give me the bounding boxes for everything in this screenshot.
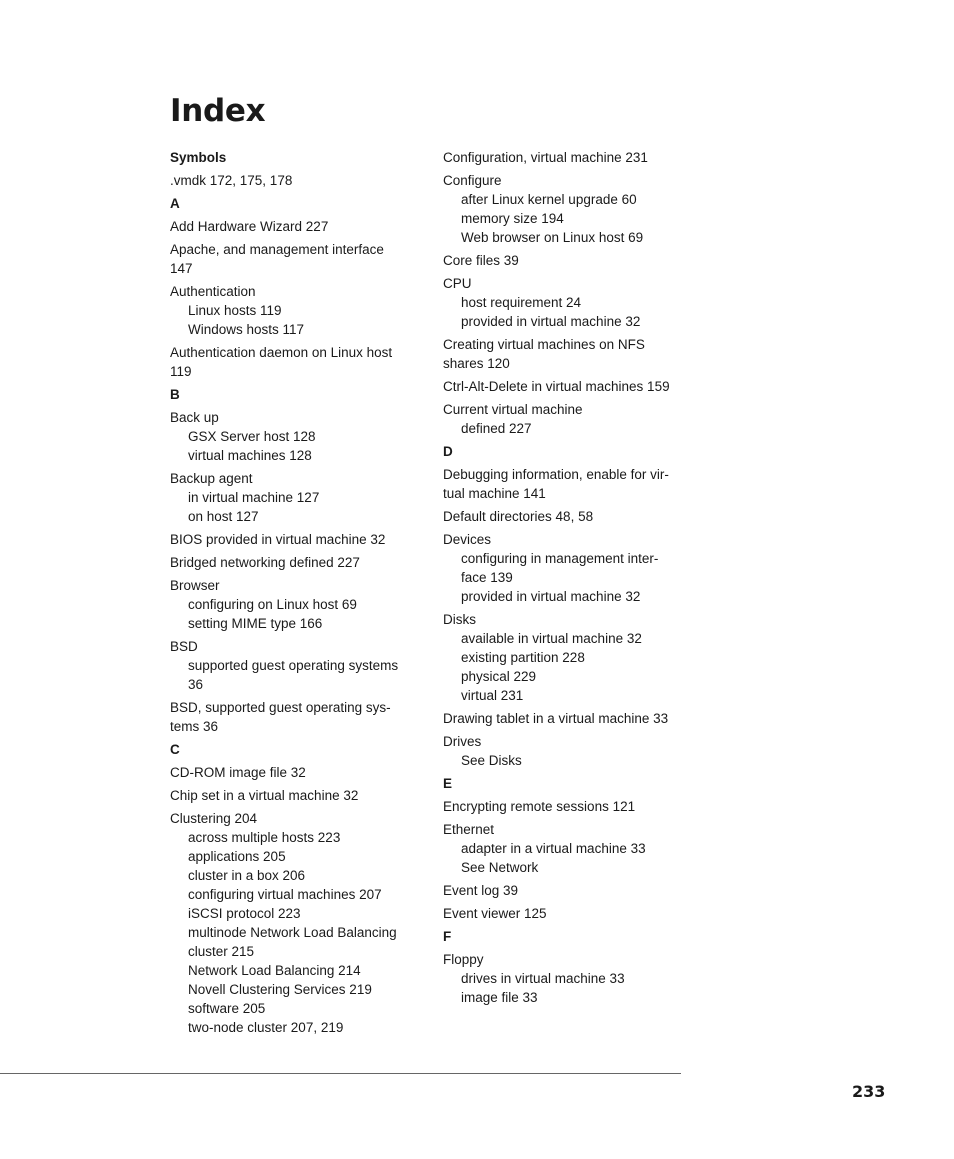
index-entry-text: Debugging information, enable for vir-: [443, 467, 669, 482]
index-subentry-text: virtual machines 128: [188, 448, 312, 463]
index-subentry-text: available in virtual machine 32: [461, 631, 642, 646]
index-entry: [443, 335, 693, 373]
index-subentry-text: supported guest operating systems: [188, 658, 399, 673]
index-entry-text: Back up: [170, 410, 219, 425]
index-entry: [443, 465, 693, 503]
index-subentry-text: Novell Clustering Services 219: [188, 982, 372, 997]
index-entry: [443, 732, 693, 770]
index-subentry-text: virtual 231: [461, 688, 524, 703]
index-subentry-text: multinode Network Load Balancing: [188, 925, 397, 940]
index-subentry-text: cluster in a box 206: [188, 868, 306, 883]
index-entry-text: Disks: [443, 612, 476, 627]
index-letter-heading: C: [170, 742, 180, 757]
index-subentry-text: existing partition 228: [461, 650, 585, 665]
index-subentry-text: image file 33: [461, 990, 538, 1005]
index-subentry-text: software 205: [188, 1001, 266, 1016]
index-entry-text: Devices: [443, 532, 492, 547]
index-entry-text: Authentication daemon on Linux host: [170, 345, 393, 360]
index-entry-text: BSD, supported guest operating sys-: [170, 700, 391, 715]
index-entry-text: Clustering 204: [170, 811, 258, 826]
index-entry: [170, 469, 420, 526]
index-entry: [170, 786, 420, 805]
index-entry-text: .vmdk 172, 175, 178: [170, 173, 293, 188]
index-subentry-text: setting MIME type 166: [188, 616, 323, 631]
index-entry-text: Default directories 48, 58: [443, 509, 594, 524]
index-subentry-text: configuring on Linux host 69: [188, 597, 357, 612]
index-subentry-text: provided in virtual machine 32: [461, 314, 641, 329]
index-entry: [443, 274, 693, 331]
index-entry: [170, 343, 420, 381]
index-subentry-text: memory size 194: [461, 211, 564, 226]
index-entry-text: BIOS provided in virtual machine 32: [170, 532, 386, 547]
index-letter-heading: A: [170, 196, 180, 211]
index-entry: [170, 809, 420, 1037]
index-subentry-text: configuring virtual machines 207: [188, 887, 382, 902]
index-subentry-text: cluster 215: [188, 944, 255, 959]
index-subentry-text: drives in virtual machine 33: [461, 971, 625, 986]
index-entry-text: shares 120: [443, 356, 510, 371]
index-column-right: [443, 148, 693, 1011]
index-entry-text: Authentication: [170, 284, 256, 299]
index-entry-text: Event viewer 125: [443, 906, 547, 921]
index-entry-text: Current virtual machine: [443, 402, 583, 417]
index-entry: [443, 904, 693, 923]
index-entry-text: tems 36: [170, 719, 219, 734]
index-entry-text: Browser: [170, 578, 220, 593]
index-entry: [170, 763, 420, 782]
index-entry: [443, 709, 693, 728]
footer-rule: [0, 1073, 681, 1074]
page-number: 233: [852, 1082, 886, 1101]
index-letter-heading: E: [443, 776, 453, 791]
index-entry: [170, 530, 420, 549]
index-subentry-text: configuring in management inter-: [461, 551, 659, 566]
index-entry-text: Drawing tablet in a virtual machine 33: [443, 711, 669, 726]
index-entry-text: CPU: [443, 276, 472, 291]
index-entry: [170, 240, 420, 278]
index-entry: [170, 698, 420, 736]
index-entry-text: Event log 39: [443, 883, 519, 898]
index-subentry-text: physical 229: [461, 669, 537, 684]
index-entry-text: BSD: [170, 639, 198, 654]
index-subentry-text: on host 127: [188, 509, 259, 524]
index-column-left: [170, 148, 420, 1041]
index-entry-text: Configure: [443, 173, 502, 188]
index-subentry-text: Web browser on Linux host 69: [461, 230, 644, 245]
index-entry: [170, 553, 420, 572]
index-entry: [443, 171, 693, 247]
index-entry-text: Bridged networking defined 227: [170, 555, 360, 570]
index-entry-text: Backup agent: [170, 471, 253, 486]
index-letter-heading: B: [170, 387, 180, 402]
index-entry-text: Ctrl-Alt-Delete in virtual machines 159: [443, 379, 670, 394]
index-subentry-text: GSX Server host 128: [188, 429, 316, 444]
index-subentry-text: after Linux kernel upgrade 60: [461, 192, 637, 207]
index-entry-text: Encrypting remote sessions 121: [443, 799, 636, 814]
index-subentry-text: across multiple hosts 223: [188, 830, 341, 845]
index-entry-text: Core files 39: [443, 253, 519, 268]
index-entry-text: Ethernet: [443, 822, 495, 837]
index-subentry-text: defined 227: [461, 421, 532, 436]
index-letter-heading: D: [443, 444, 453, 459]
index-entry: [170, 282, 420, 339]
index-entry: [170, 171, 420, 190]
index-subentry-text: Linux hosts 119: [188, 303, 282, 318]
index-subentry-text: 36: [188, 677, 204, 692]
index-entry: [443, 820, 693, 877]
index-subentry-text: two-node cluster 207, 219: [188, 1020, 344, 1035]
index-subentry-text: applications 205: [188, 849, 286, 864]
index-subentry-text: Network Load Balancing 214: [188, 963, 361, 978]
index-entry: [170, 217, 420, 236]
index-entry-text: 147: [170, 261, 193, 276]
index-entry: [170, 576, 420, 633]
index-entry-text: 119: [170, 364, 192, 379]
index-entry: [443, 610, 693, 705]
index-subentry-text: Windows hosts 117: [188, 322, 305, 337]
index-letter-heading: F: [443, 929, 452, 944]
index-entry: [443, 881, 693, 900]
index-entry: [443, 251, 693, 270]
index-subentry-text: in virtual machine 127: [188, 490, 320, 505]
index-letter-heading: Symbols: [170, 150, 227, 165]
page-title: Index: [170, 93, 266, 129]
index-entry-text: Creating virtual machines on NFS: [443, 337, 645, 352]
index-entry-text: CD-ROM image file 32: [170, 765, 306, 780]
index-entry-text: Drives: [443, 734, 482, 749]
index-entry-text: Add Hardware Wizard 227: [170, 219, 329, 234]
index-entry-text: Apache, and management interface: [170, 242, 384, 257]
index-entry: [443, 400, 693, 438]
index-entry: [443, 507, 693, 526]
index-entry: [443, 797, 693, 816]
index-subentry-text: adapter in a virtual machine 33: [461, 841, 646, 856]
index-entry: [443, 148, 693, 167]
index-subentry-text: iSCSI protocol 223: [188, 906, 301, 921]
index-subentry-text: See Network: [461, 860, 539, 875]
index-entry-text: Configuration, virtual machine 231: [443, 150, 648, 165]
index-entry-text: Chip set in a virtual machine 32: [170, 788, 359, 803]
index-subentry-text: host requirement 24: [461, 295, 582, 310]
index-entry: [170, 408, 420, 465]
index-subentry-text: provided in virtual machine 32: [461, 589, 641, 604]
index-subentry-text: See Disks: [461, 753, 522, 768]
index-entry-text: tual machine 141: [443, 486, 546, 501]
index-entry-text: Floppy: [443, 952, 484, 967]
index-entry: [170, 637, 420, 694]
index-entry: [443, 950, 693, 1007]
index-entry: [443, 377, 693, 396]
index-subentry-text: face 139: [461, 570, 513, 585]
index-entry: [443, 530, 693, 606]
